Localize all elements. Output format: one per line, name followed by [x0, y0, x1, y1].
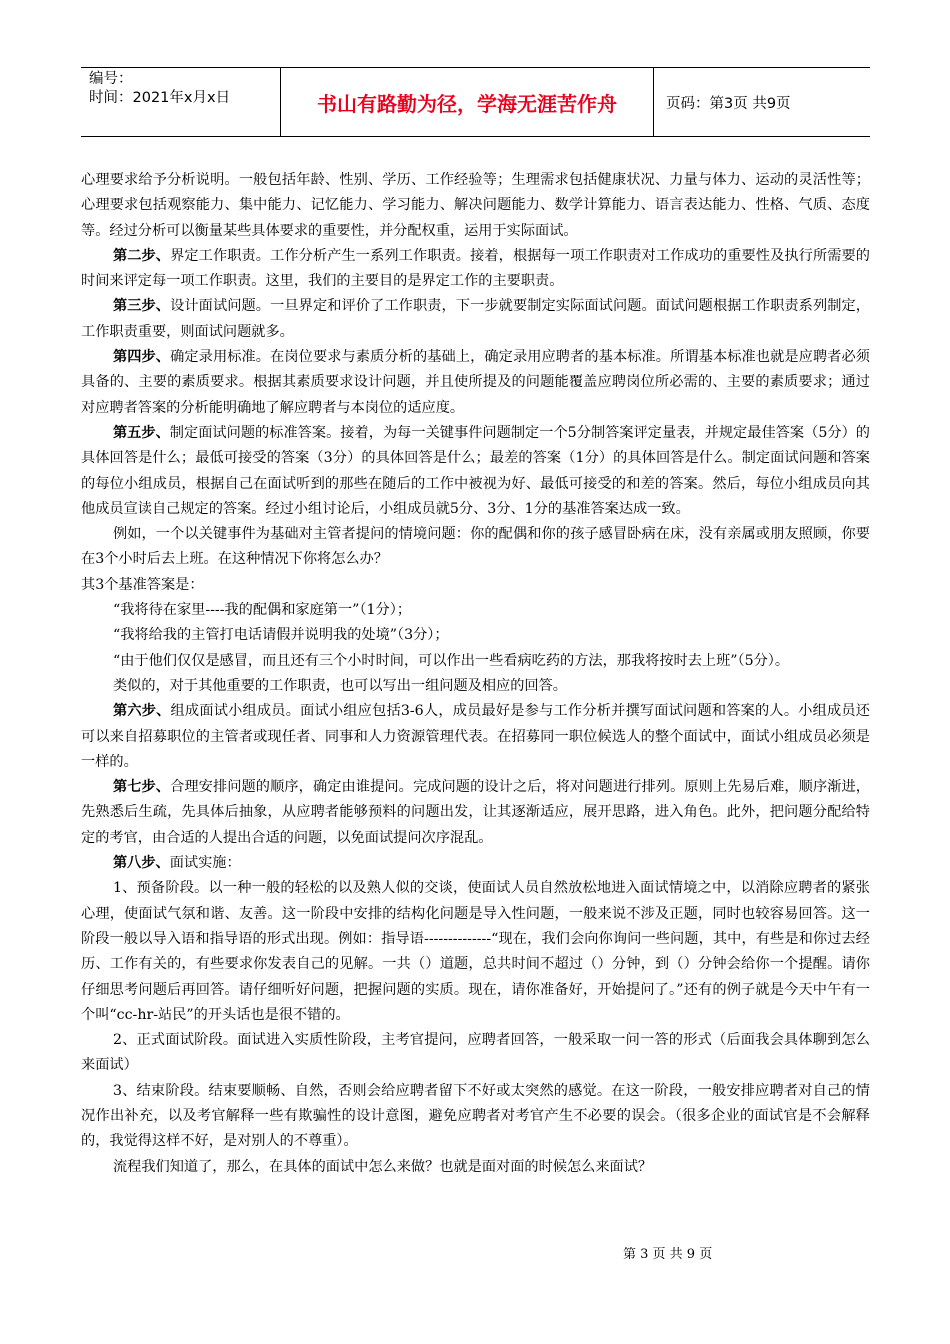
- step-6-title: 第六步、: [112, 703, 171, 720]
- document-body: [81, 168, 870, 1180]
- example-paragraph: 例如，一个以关键事件为基础对主管者提问的情境问题：你的配偶和你的孩子感冒卧病在床，没有亲属或朋友照顾，你要在3个小时后去上班。在这种情况下你将怎么办？: [81, 526, 870, 568]
- header-page-info: 页码：第3页 共9页: [666, 95, 791, 112]
- step-8-text: 面试实施：: [169, 855, 241, 872]
- phase-2-paragraph: 2、正式面试阶段。面试进入实质性阶段，主考官提问，应聘者回答，一般采取一问一答的形式（后面我会具体聊到怎么来面试）: [81, 1032, 870, 1074]
- similar-paragraph: 类似的，对于其他重要的工作职责，也可以写出一组问题及相应的回答。: [112, 677, 567, 694]
- step-5-text: 制定面试问题的标准答案。接着，为每一关键事件问题制定一个5分制答案评定量表，并规定最佳答案（5分）的具体回答是什么；最低可接受的答案（3分）的具体回答是什么；最差的答案（1分）的具体回答是什么。制定面试问题和答案的每位小组成员，根据自己在面试听到的那些在随后的工作中被视为好、最低可接受的和差的答案。然后，每位小组成员向其他成员宣读自己规定的答案。经过小组讨论后，小组成员就5分、3分、1分的基准答案达成一致。: [81, 424, 870, 517]
- document-number-label: 编号：: [89, 71, 133, 87]
- step-2-text: 界定工作职责。工作分析产生一系列工作职责。接着，根据每一项工作职责对工作成功的重要性及执行所需要的时间来评定每一项工作职责。这里，我们的主要目的是界定工作的主要职责。: [81, 247, 870, 290]
- phase-3-paragraph: 3、结束阶段。结束要顺畅、自然，否则会给应聘者留下不好或太突然的感觉。在这一阶段，一般安排应聘者对自己的情况作出补充，以及考官解释一些有欺骗性的设计意图，避免应聘者对考官产生不必要的误会。（很多企业的面试官是不会解释的，我觉得这样不好，是对别人的不尊重）。: [81, 1082, 870, 1150]
- step-3-title: 第三步、: [112, 298, 171, 315]
- step-6-paragraph: [81, 699, 870, 775]
- answers-intro: 其3个基准答案是：: [81, 576, 204, 593]
- step-2-title: 第二步、: [112, 247, 171, 264]
- header-motto: 书山有路勤为径，学海无涯苦作舟: [281, 68, 654, 136]
- page-footer: 第 3 页 共 9 页: [623, 1247, 713, 1262]
- step-7-text: 合理安排问题的顺序，确定由谁提问。完成问题的设计之后，将对问题进行排列。原则上先易后难，顺序渐进，先熟悉后生疏，先具体后抽象，从应聘者能够预料的问题出发，让其逐渐适应，展开思路，进入角色。此外，把问题分配给特定的考官，由合适的人提出合适的问题，以免面试提问次序混乱。: [81, 779, 870, 846]
- step-4-text: 确定录用标准。在岗位要求与素质分析的基础上，确定录用应聘者的基本标准。所谓基本标准也就是应聘者必须具备的、主要的素质要求。根据其素质要求设计问题，并且使所提及的问题能覆盖应聘岗位所必需的、主要的素质要求；通过对应聘者答案的分析能明确地了解应聘者与本岗位的适应度。: [81, 349, 870, 416]
- phase-1-paragraph: 1、预备阶段。以一种一般的轻松的以及熟人似的交谈，使面试人员自然放松地进入面试情境之中，以消除应聘者的紧张心理，使面试气氛和谐、友善。这一阶段中安排的结构化问题是导入性问题，一般来说不涉及正题，同时也较容易回答。这一阶段一般以导入语和指导语的形式出现。例如：指导语--------------“现在，我们会向你询问一些问题，其中，有些是和你过去经历、工作有关的，有些要求你发表自己的见解。一共（）道题，总共时间不超过（）分钟，到（）分钟会给你一个提醒。请你仔细思考问题后再回答。请仔细听好问题，把握问题的实质。现在，请你准备好，开始提问了。”还有的例子就是今天中午有一个叫“cc-hr-站民”的开头话也是很不错的。: [81, 880, 870, 1023]
- step-7-title: 第七步、: [112, 779, 171, 796]
- page-header: [81, 67, 870, 137]
- step-5-paragraph: [81, 421, 870, 522]
- paragraph-intro: 心理要求给予分析说明。一般包括年龄、性别、学历、工作经验等；生理需求包括健康状况、力量与体力、运动的灵活性等；心理要求包括观察能力、集中能力、记忆能力、学习能力、解决问题能力、数学计算能力、语言表达能力、性格、气质、态度等。经过分析可以衡量某些具体要求的重要性，并分配权重，运用于实际面试。: [81, 172, 870, 239]
- step-8-paragraph: [81, 851, 870, 876]
- step-4-paragraph: [81, 345, 870, 421]
- step-3-paragraph: [81, 294, 870, 345]
- step-3-text: 设计面试问题。一旦界定和评价了工作职责，下一步就要制定实际面试问题。面试问题根据工作职责系列制定，工作职责重要，则面试问题就多。: [81, 298, 870, 340]
- answer-1: “我将待在家里----我的配偶和家庭第一”（1分）；: [112, 602, 412, 619]
- closing-paragraph: 流程我们知道了，那么，在具体的面试中怎么来做？也就是面对面的时候怎么来面试？: [112, 1158, 653, 1175]
- step-2-paragraph: [81, 244, 870, 295]
- step-4-title: 第四步、: [112, 349, 171, 366]
- step-6-text: 组成面试小组成员。面试小组应包括3-6人，成员最好是参与工作分析并撰写面试问题和答案的人。小组成员还可以来自招募职位的主管者或现任者、同事和人力资源管理代表。在招募同一职位候选人的整个面试中，面试小组成员必须是一样的。: [81, 703, 870, 770]
- step-8-title: 第八步、: [112, 855, 170, 872]
- step-5-title: 第五步、: [112, 424, 170, 441]
- answer-2: “我将给我的主管打电话请假并说明我的处境”（3分）；: [112, 627, 449, 644]
- answer-3: “由于他们仅仅是感冒，而且还有三个小时时间，可以作出一些看病吃药的方法，那我将按时去上班”（5分）。: [112, 652, 790, 669]
- step-7-paragraph: [81, 775, 870, 851]
- document-date: 时间：2021年x月x日: [89, 90, 231, 106]
- header-meta: [81, 68, 281, 136]
